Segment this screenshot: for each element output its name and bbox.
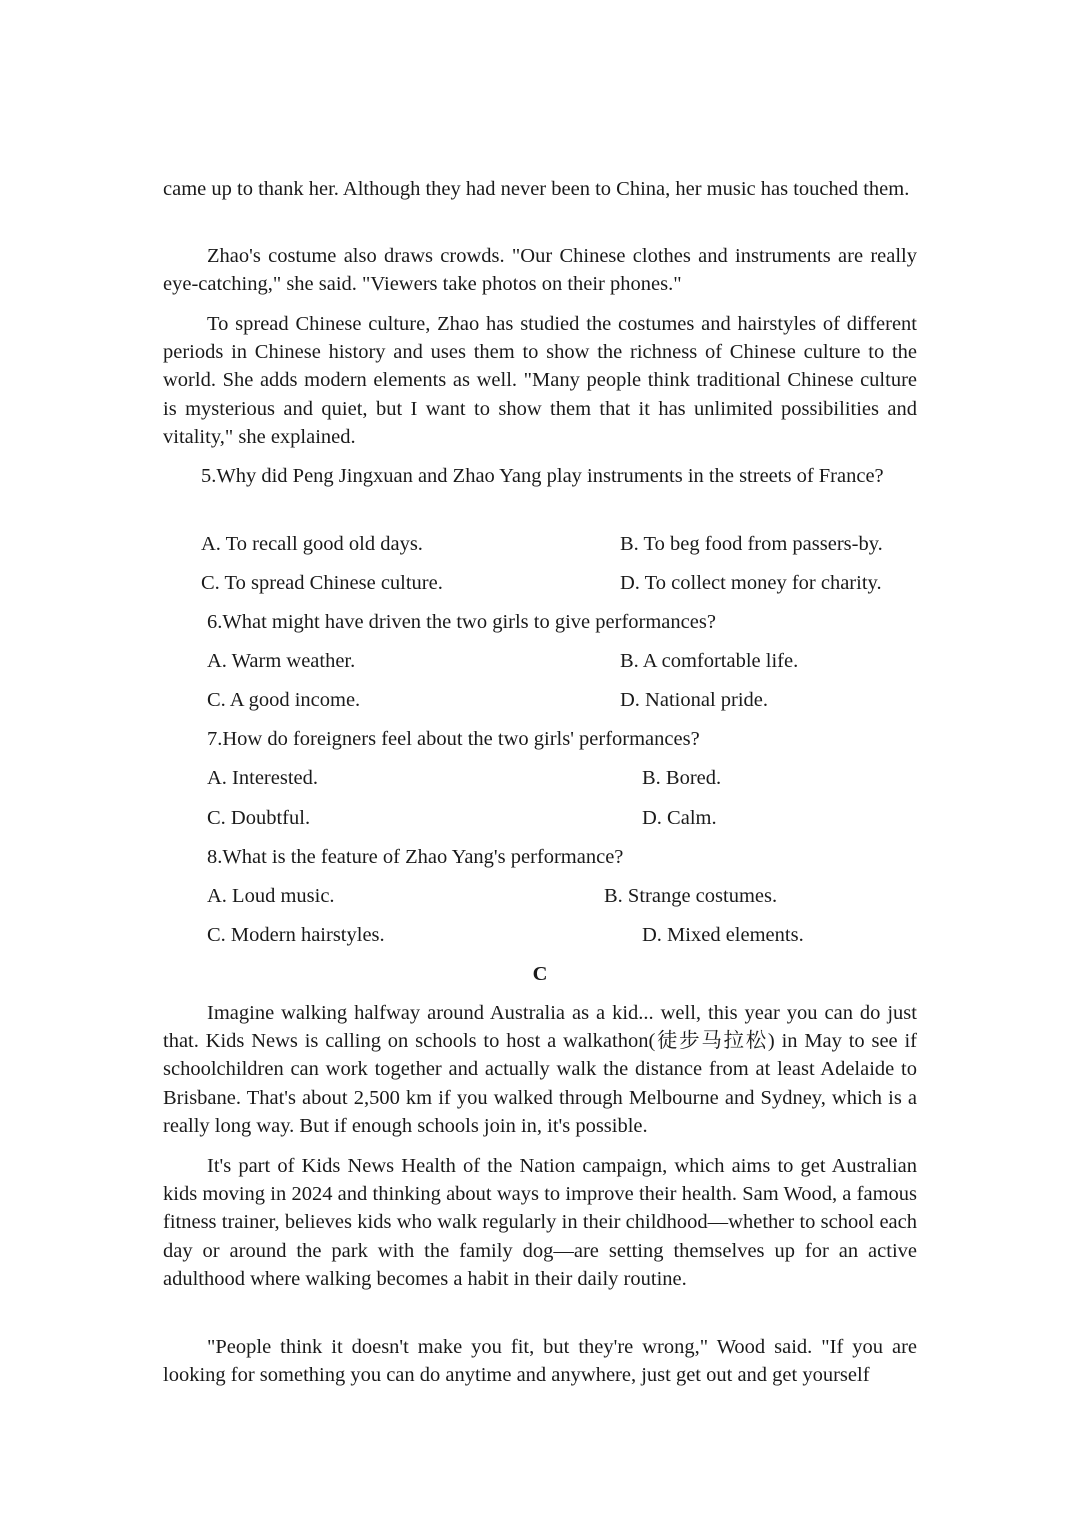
- passage-b-paragraph-1: came up to thank her. Although they had never been to China, her music has touched them.: [163, 178, 910, 200]
- section-c-paragraph-2: It's part of Kids News Health of the Nation campaign, which aims to get Australian kids moving in 2024 and thinking about ways to improve their health. Sam Wood, a famous fitness trainer, believes kids who walk regularly in their childhood—whether to school each day or around the park with the family dog—are setting themselves up for an active adulthood where walking becomes a habit in their daily routine.: [163, 1155, 917, 1290]
- question-5-option-c[interactable]: C. To spread Chinese culture.: [201, 572, 443, 594]
- question-5-option-a[interactable]: A. To recall good old days.: [201, 533, 423, 555]
- question-6-option-a[interactable]: A. Warm weather.: [207, 650, 356, 672]
- question-7-option-b[interactable]: B. Bored.: [642, 767, 722, 789]
- question-7-stem: 7.How do foreigners feel about the two girls' performances?: [207, 728, 700, 750]
- question-6-option-b[interactable]: B. A comfortable life.: [620, 650, 799, 672]
- section-c-paragraph-3: "People think it doesn't make you fit, but they're wrong," Wood said. "If you are looking for something you can do anytime and anywhere, just get out and get yourself: [163, 1336, 917, 1387]
- question-6-option-c[interactable]: C. A good income.: [207, 689, 361, 711]
- section-c-paragraph-1: Imagine walking halfway around Australia as a kid... well, this year you can do just that. Kids News is calling on schools to host a walkathon(徒步马拉松) in May to see if schoolchildren can work together and actually walk the distance from at least Adelaide to Brisbane. That's about 2,500 km if you walked through Melbourne and Sydney, which is a really long way. But if enough schools join in, it's possible.: [163, 1002, 917, 1137]
- question-7-option-d[interactable]: D. Calm.: [642, 807, 717, 829]
- question-8-option-d[interactable]: D. Mixed elements.: [642, 924, 804, 946]
- passage-b-paragraph-3: To spread Chinese culture, Zhao has studied the costumes and hairstyles of different periods in Chinese history and uses them to show the richness of Chinese culture to the world. She adds modern elements as well. "Many people think traditional Chinese culture is mysterious and quiet, but I want to show them that it has unlimited possibilities and vitality," she explained.: [163, 313, 917, 448]
- question-5-option-d[interactable]: D. To collect money for charity.: [620, 572, 882, 594]
- question-7-option-c[interactable]: C. Doubtful.: [207, 807, 311, 829]
- section-c-heading: C: [532, 963, 548, 985]
- question-7-option-a[interactable]: A. Interested.: [207, 767, 318, 789]
- question-8-stem: 8.What is the feature of Zhao Yang's performance?: [207, 846, 624, 868]
- question-8-option-c[interactable]: C. Modern hairstyles.: [207, 924, 385, 946]
- question-6-option-d[interactable]: D. National pride.: [620, 689, 769, 711]
- question-6-stem: 6.What might have driven the two girls to give performances?: [207, 611, 716, 633]
- question-8-option-b[interactable]: B. Strange costumes.: [604, 885, 778, 907]
- question-5-option-b[interactable]: B. To beg food from passers-by.: [620, 533, 883, 555]
- passage-b-paragraph-2: Zhao's costume also draws crowds. "Our Chinese clothes and instruments are really eye-catching," she said. "Viewers take photos on their phones.": [163, 245, 917, 296]
- question-8-option-a[interactable]: A. Loud music.: [207, 885, 335, 907]
- question-5-stem: 5.Why did Peng Jingxuan and Zhao Yang play instruments in the streets of France?: [201, 465, 884, 487]
